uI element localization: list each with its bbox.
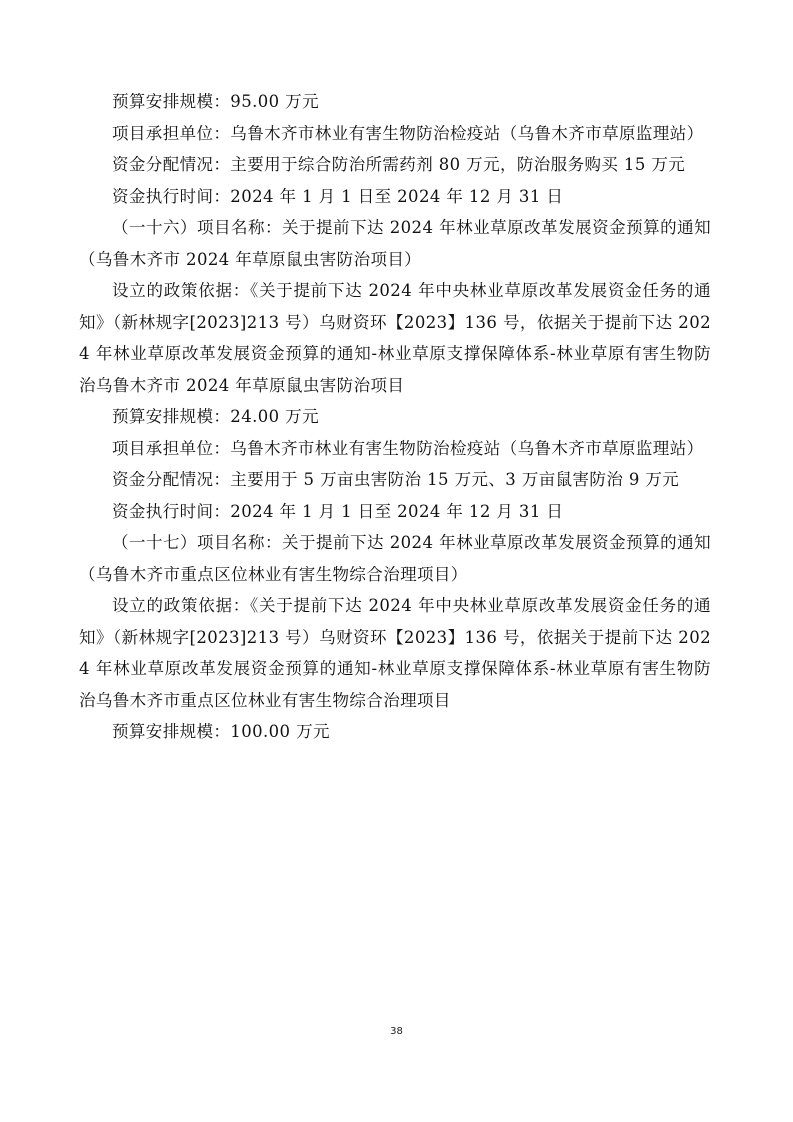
paragraph-project-name-17: （一十七）项目名称：关于提前下达 2024 年林业草原改革发展资金预算的通知（乌鲁木齐市重点区位林业有害生物综合治理项目） xyxy=(79,533,711,584)
paragraph-policy-basis-17: 设立的政策依据：《关于提前下达 2024 年中央林业草原改革发展资金任务的通知》（新林规字[2023]213 号）乌财资环【2023】136 号，依据关于提前下达 2024 年林业草原改革发展资金预算的通知-林业草原支撑保障体系-林业草原有害生物防治乌鲁木齐市重点区位林业有害生物综合治理项目 xyxy=(79,596,711,710)
page-number: 38 xyxy=(390,1026,403,1037)
paragraph-budget-scale-1: 预算安排规模：95.00 万元 xyxy=(112,92,319,111)
paragraph-project-name-16: （一十六）项目名称：关于提前下达 2024 年林业草原改革发展资金预算的通知（乌鲁木齐市 2024 年草原鼠虫害防治项目） xyxy=(79,218,711,269)
paragraph-responsible-unit-1: 项目承担单位：乌鲁木齐市林业有害生物防治检疫站（乌鲁木齐市草原监理站） xyxy=(112,123,704,143)
paragraph-budget-scale-17: 预算安排规模：100.00 万元 xyxy=(112,722,330,741)
paragraph-policy-basis-16: 设立的政策依据：《关于提前下达 2024 年中央林业草原改革发展资金任务的通知》（新林规字[2023]213 号）乌财资环【2023】136 号，依据关于提前下达 2024 年林业草原改革发展资金预算的通知-林业草原支撑保障体系-林业草原有害生物防治乌鲁木齐市 2024 年草原鼠虫害防治项目 xyxy=(79,281,711,395)
paragraph-execution-time-16: 资金执行时间：2024 年 1 月 1 日至 2024 年 12 月 31 日 xyxy=(112,501,564,521)
paragraph-fund-allocation-1: 资金分配情况：主要用于综合防治所需药剂 80 万元，防治服务购买 15 万元 xyxy=(112,155,686,174)
paragraph-budget-scale-16: 预算安排规模：24.00 万元 xyxy=(112,407,319,426)
document-body xyxy=(79,86,711,748)
paragraph-fund-allocation-16: 资金分配情况：主要用于 5 万亩虫害防治 15 万元、3 万亩鼠害防治 9 万元 xyxy=(112,470,680,489)
paragraph-responsible-unit-16: 项目承担单位：乌鲁木齐市林业有害生物防治检疫站（乌鲁木齐市草原监理站） xyxy=(112,438,704,458)
paragraph-execution-time-1: 资金执行时间：2024 年 1 月 1 日至 2024 年 12 月 31 日 xyxy=(112,186,564,206)
